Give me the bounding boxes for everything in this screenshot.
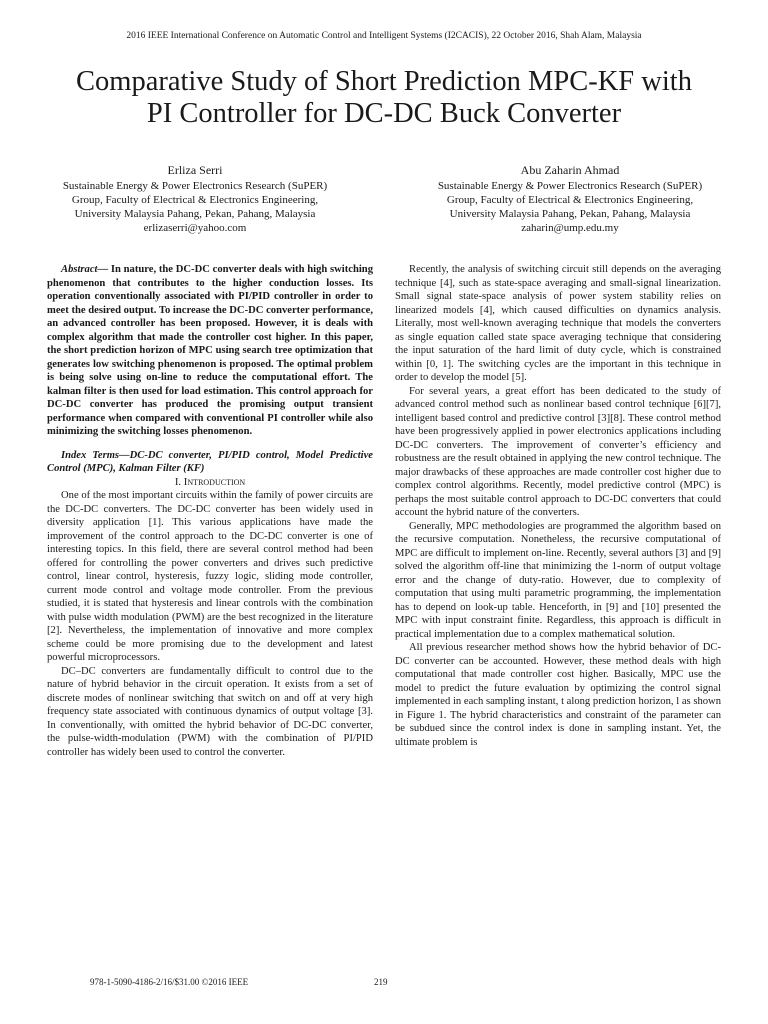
author-name: Abu Zaharin Ahmad <box>520 163 620 177</box>
author-affiliation: Sustainable Energy & Power Electronics Research (SuPER) <box>62 180 328 192</box>
body-paragraph: Recently, the analysis of switching circuit still depends on the averaging technique [4], such as state-space averaging and small-signal linearization. Small signal state-space analysis of power system stability relies on linearized models [4], which caused difficulties on dynamics analysis. Literally, most well-known averaging technique that models the converters as single equation called state space averaging technique that considering the input saturation of the hard limit of duty cycle, which is constrained within [0, 1]. The switching cycles are the important in this technique in order to develop the model [5]. <box>395 264 721 383</box>
conference-header: 2016 IEEE International Conference on Automatic Control and Intelligent Systems (I2CACIS), 22 October 2016, Shah Alam, Malaysia <box>126 31 642 41</box>
left-column <box>47 263 373 759</box>
author-affiliation: Group, Faculty of Electrical & Electronics Engineering, <box>71 194 319 206</box>
author-affiliation: University Malaysia Pahang, Pekan, Pahang, Malaysia <box>74 208 316 220</box>
page-number: 219 <box>374 977 388 987</box>
body-paragraph: One of the most important circuits within the family of power circuits are the DC-DC converters. The DC-DC converter has been widely used in diversity application [1]. This various applications have made the improvement of the control approach to the DC-DC converter is one of interesting topics. In this field, there are several control method had been offered for controlling the power converters and drives such predictive control, linear control, hysteresis, fuzzy logic, sliding mode controller, current mode control and voltage mode controller. From the previous studied, it is stated that hysteresis and linear controls with the combination with pulse width modulation (PWM) are the best recognized in the literature [2]. Nevertheless, the implementation of innovative and more complex scheme could be more promising due to the development and latest powerful microprocessors. <box>47 490 373 663</box>
right-column <box>395 263 721 749</box>
author-affiliation: Group, Faculty of Electrical & Electronics Engineering, <box>446 194 694 206</box>
author-email[interactable]: erlizaserri@yahoo.com <box>143 222 247 234</box>
title-line-1: Comparative Study of Short Prediction MPC-KF with <box>76 66 692 97</box>
author-affiliation: University Malaysia Pahang, Pekan, Pahang, Malaysia <box>449 208 691 220</box>
body-paragraph: For several years, a great effort has been dedicated to the study of advanced control method such as nonlinear based control technique [6][7], intelligent based control and predictive control [3][8]. These control method have been progressively applied in power electronics applications including DC-DC converters. The improvement of converter’s efficiency and robustness are the result obtained in applying the new control technique. The major drawbacks of these approaches are made controller cost higher due to complex control algorithms. Recently, model predictive control (MPC) is perhaps the most suitable control approach to DC-DC converters that could account the hybrid nature of the converters. <box>395 385 721 518</box>
author-name: Erliza Serri <box>167 163 223 177</box>
index-terms: Index Terms—DC-DC converter, PI/PID control, Model Predictive Control (MPC), Kalman Filter (KF) <box>47 449 373 474</box>
footer-isbn: 978-1-5090-4186-2/16/$31.00 ©2016 IEEE <box>90 977 249 987</box>
body-paragraph: Generally, MPC methodologies are programmed the algorithm based on the recursive computation. Nonetheless, the recursive computational of MPC are difficult to implement on-line. Recently, several authors [3] and [9] solved the algorithm off-line that minimizing the 1-norm of output voltage error and the change of duty-ratio. However, due to complexity of computation that using multi parametric programming, the implementation has to depend on look-up table. Henceforth, in [9] and [10] presented the MPC with input constraint finite. Regardless, this approach is difficult in practical implementation due to a complex mathematical solution. <box>395 520 721 640</box>
author-affiliation: Sustainable Energy & Power Electronics Research (SuPER) <box>437 180 703 192</box>
author-block-1 <box>20 163 370 235</box>
section-heading: I. Introduction <box>174 475 246 488</box>
title-line-2: PI Controller for DC-DC Buck Converter <box>146 98 622 129</box>
abstract-text: In nature, the DC-DC converter deals with high switching phenomenon that contributes to the higher conduction losses. Its operation conventionally associated with PI/PID controller in order to meet the desired output. To increase the DC-DC converter performance, an advanced controller has been proposed. However, it is deals with complex algorithm that made the controller cost higher. In this paper, the short prediction horizon of MPC using search tree optimization that generates low switching phenomenon is proposed. The optimal problem is being solve using on-line to reduce the computational effort. The kalman filter is then used for load estimation. This control approach for DC-DC converter has produced the promising output transient performance when compared with conventional PI controller while also minimizing the switching losses phenomenon. <box>47 264 373 437</box>
body-paragraph: All previous researcher method shows how the hybrid behavior of DC-DC converter can be accounted. However, these method deals with high computational that made controller cost higher. Basically, MPC use the model to predict the future evaluation by optimizing the control signal implemented in each sampling instant, t along prediction horizon, l as shown in Figure 1. The hybrid characteristics and constraint of the parameter can be subdued since the control index is done in sampling instant. Yet, the ultimate problem is <box>395 642 721 748</box>
author-block-2 <box>395 163 745 235</box>
abstract-label: Abstract— <box>61 264 109 275</box>
abstract <box>47 263 373 439</box>
paper-title <box>20 66 748 130</box>
body-paragraph: DC–DC converters are fundamentally difficult to control due to the nature of hybrid behavior in the circuit operation. It exists from a set of discrete modes of nonlinear switching that switch on and off at very high frequency state associated with continuous dynamics of output voltage [3]. In conventionally, with omitted the hybrid behavior of DC-DC converter, the pulse-width-modulation (PWM) with the combination of PI/PID controller has widely been used to control the converter. <box>47 665 373 758</box>
author-email[interactable]: zaharin@ump.edu.my <box>521 222 619 234</box>
